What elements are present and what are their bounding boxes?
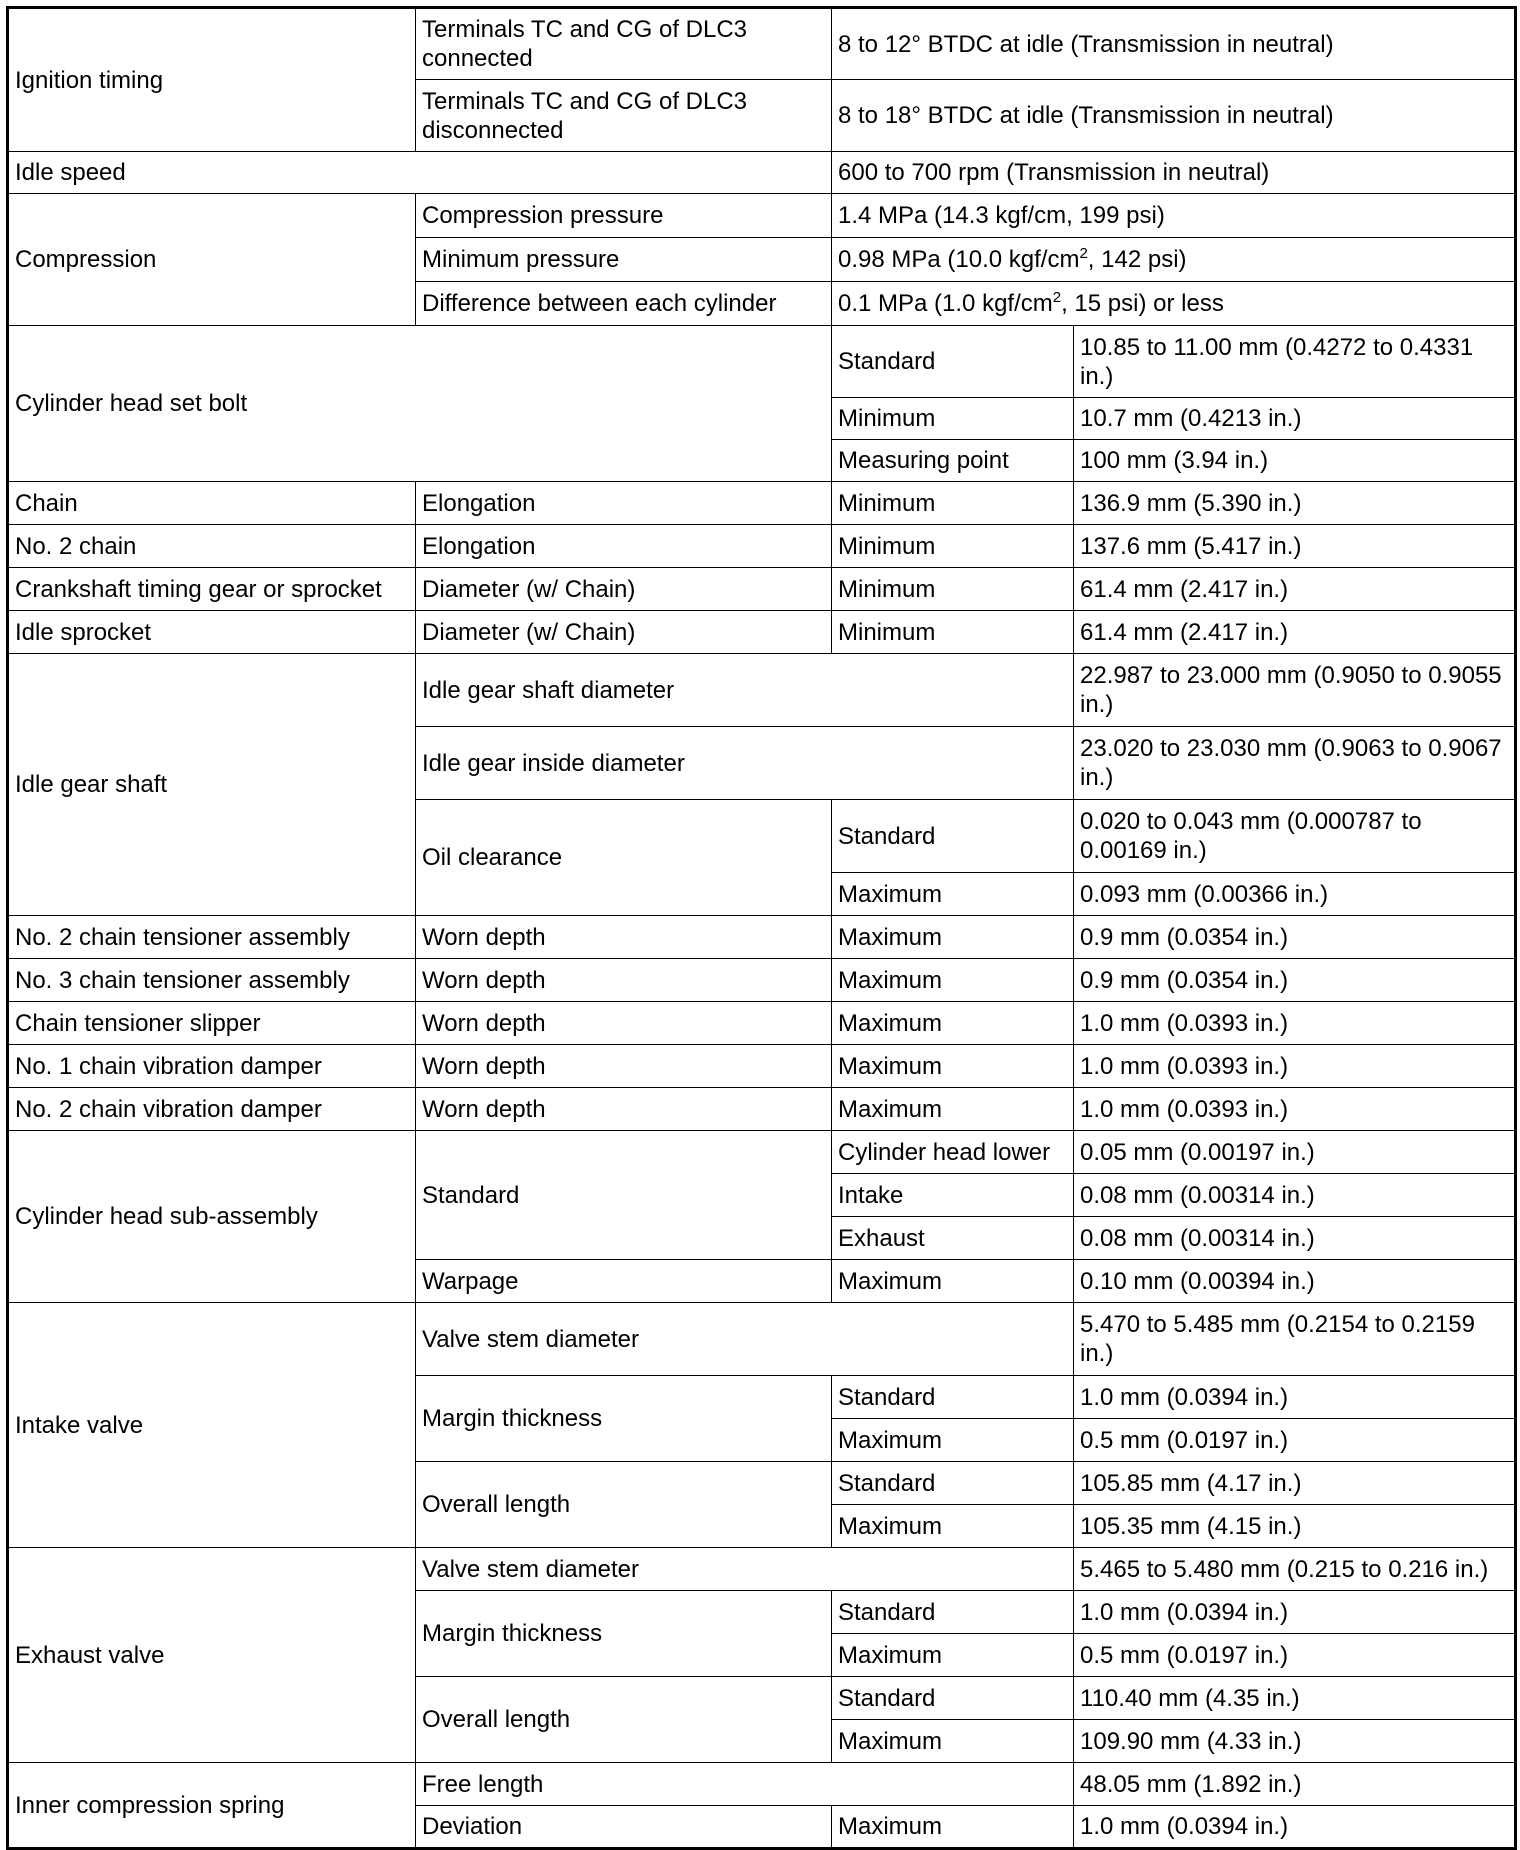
table-cell: 105.35 mm (4.15 in.) <box>1074 1505 1516 1548</box>
table-cell: No. 2 chain vibration damper <box>8 1088 416 1131</box>
table-cell: Maximum <box>832 1260 1074 1303</box>
table-cell: Standard <box>416 1131 832 1260</box>
table-cell: Worn depth <box>416 1045 832 1088</box>
table-cell: Overall length <box>416 1677 832 1763</box>
table-cell: Ignition timing <box>8 8 416 152</box>
table-cell: Oil clearance <box>416 800 832 916</box>
table-row <box>8 1088 1516 1131</box>
table-cell: Maximum <box>832 1634 1074 1677</box>
table-cell: Idle gear inside diameter <box>416 727 1074 800</box>
table-cell: Diameter (w/ Chain) <box>416 568 832 611</box>
table-cell: 10.7 mm (0.4213 in.) <box>1074 398 1516 440</box>
table-cell: Worn depth <box>416 959 832 1002</box>
table-cell: Cylinder head lower <box>832 1131 1074 1174</box>
table-row <box>8 568 1516 611</box>
table-cell: Maximum <box>832 1045 1074 1088</box>
table-cell: Minimum <box>832 568 1074 611</box>
table-cell: Exhaust <box>832 1217 1074 1260</box>
table-cell: 1.0 mm (0.0394 in.) <box>1074 1806 1516 1849</box>
superscript: 2 <box>1052 289 1062 306</box>
table-cell: 0.5 mm (0.0197 in.) <box>1074 1419 1516 1462</box>
table-cell: Elongation <box>416 525 832 568</box>
table-cell: Valve stem diameter <box>416 1548 1074 1591</box>
table-cell: Worn depth <box>416 1002 832 1045</box>
table-row <box>8 482 1516 525</box>
table-cell: 0.9 mm (0.0354 in.) <box>1074 959 1516 1002</box>
table-cell: Maximum <box>832 873 1074 916</box>
table-cell: 61.4 mm (2.417 in.) <box>1074 568 1516 611</box>
table-cell: Exhaust valve <box>8 1548 416 1763</box>
table-cell: Intake <box>832 1174 1074 1217</box>
table-cell: Minimum <box>832 398 1074 440</box>
table-cell: 0.093 mm (0.00366 in.) <box>1074 873 1516 916</box>
table-cell: 1.4 MPa (14.3 kgf/cm, 199 psi) <box>832 194 1516 238</box>
specification-table-body <box>8 8 1516 1849</box>
table-cell: Worn depth <box>416 1088 832 1131</box>
table-cell: Idle speed <box>8 152 832 194</box>
table-cell: 1.0 mm (0.0393 in.) <box>1074 1002 1516 1045</box>
table-cell: Minimum <box>832 482 1074 525</box>
table-cell: 110.40 mm (4.35 in.) <box>1074 1677 1516 1720</box>
table-cell: Idle sprocket <box>8 611 416 654</box>
table-cell: Compression <box>8 194 416 326</box>
table-cell: Margin thickness <box>416 1591 832 1677</box>
table-cell: Worn depth <box>416 916 832 959</box>
table-cell: Compression pressure <box>416 194 832 238</box>
table-cell: No. 2 chain <box>8 525 416 568</box>
table-cell: Valve stem diameter <box>416 1303 1074 1376</box>
table-row <box>8 525 1516 568</box>
table-cell: Minimum <box>832 611 1074 654</box>
table-cell: 0.10 mm (0.00394 in.) <box>1074 1260 1516 1303</box>
table-cell: 109.90 mm (4.33 in.) <box>1074 1720 1516 1763</box>
table-cell: 0.020 to 0.043 mm (0.000787 to 0.00169 in.) <box>1074 800 1516 873</box>
table-cell: Minimum <box>832 525 1074 568</box>
table-cell: Standard <box>832 800 1074 873</box>
table-cell: 1.0 mm (0.0393 in.) <box>1074 1088 1516 1131</box>
table-cell: Standard <box>832 1591 1074 1634</box>
table-cell: 0.05 mm (0.00197 in.) <box>1074 1131 1516 1174</box>
table-cell: Maximum <box>832 1806 1074 1849</box>
table-cell: Free length <box>416 1763 1074 1806</box>
table-row <box>8 654 1516 727</box>
table-cell: No. 3 chain tensioner assembly <box>8 959 416 1002</box>
table-cell: 48.05 mm (1.892 in.) <box>1074 1763 1516 1806</box>
specification-table <box>6 6 1517 1850</box>
table-cell: Cylinder head sub-assembly <box>8 1131 416 1303</box>
table-cell: Standard <box>832 1462 1074 1505</box>
table-cell: Maximum <box>832 959 1074 1002</box>
table-row <box>8 959 1516 1002</box>
table-cell: Standard <box>832 1677 1074 1720</box>
table-cell: 0.5 mm (0.0197 in.) <box>1074 1634 1516 1677</box>
table-row <box>8 916 1516 959</box>
table-cell: 0.08 mm (0.00314 in.) <box>1074 1174 1516 1217</box>
table-cell: 22.987 to 23.000 mm (0.9050 to 0.9055 in.) <box>1074 654 1516 727</box>
table-cell: Terminals TC and CG of DLC3 connected <box>416 8 832 80</box>
table-cell: Maximum <box>832 1088 1074 1131</box>
table-cell: Warpage <box>416 1260 832 1303</box>
table-cell: Maximum <box>832 1419 1074 1462</box>
table-cell: 61.4 mm (2.417 in.) <box>1074 611 1516 654</box>
table-cell: 8 to 12° BTDC at idle (Transmission in neutral) <box>832 8 1516 80</box>
table-row <box>8 152 1516 194</box>
table-cell: Difference between each cylinder <box>416 282 832 326</box>
table-cell: Intake valve <box>8 1303 416 1548</box>
table-cell: 1.0 mm (0.0393 in.) <box>1074 1045 1516 1088</box>
table-cell: Terminals TC and CG of DLC3 disconnected <box>416 80 832 152</box>
table-row <box>8 1763 1516 1806</box>
table-cell: 100 mm (3.94 in.) <box>1074 440 1516 482</box>
table-cell <box>832 238 1516 282</box>
table-cell: Standard <box>832 326 1074 398</box>
table-cell: 0.08 mm (0.00314 in.) <box>1074 1217 1516 1260</box>
table-row <box>8 1002 1516 1045</box>
table-cell: Chain tensioner slipper <box>8 1002 416 1045</box>
table-cell: 137.6 mm (5.417 in.) <box>1074 525 1516 568</box>
table-row <box>8 1548 1516 1591</box>
table-cell: Overall length <box>416 1462 832 1548</box>
table-row <box>8 194 1516 238</box>
table-cell: 10.85 to 11.00 mm (0.4272 to 0.4331 in.) <box>1074 326 1516 398</box>
table-cell: Maximum <box>832 1505 1074 1548</box>
table-cell: 136.9 mm (5.390 in.) <box>1074 482 1516 525</box>
table-cell: 5.465 to 5.480 mm (0.215 to 0.216 in.) <box>1074 1548 1516 1591</box>
superscript: 2 <box>1079 245 1088 262</box>
table-row <box>8 1131 1516 1174</box>
table-cell: Chain <box>8 482 416 525</box>
table-cell: 1.0 mm (0.0394 in.) <box>1074 1591 1516 1634</box>
cell-text: , 15 psi) or less <box>1061 290 1224 317</box>
table-row <box>8 326 1516 398</box>
table-cell: Elongation <box>416 482 832 525</box>
table-row <box>8 8 1516 80</box>
table-cell: Maximum <box>832 1002 1074 1045</box>
table-cell: 0.9 mm (0.0354 in.) <box>1074 916 1516 959</box>
table-cell: 600 to 700 rpm (Transmission in neutral) <box>832 152 1516 194</box>
table-cell: Maximum <box>832 916 1074 959</box>
table-cell: Crankshaft timing gear or sprocket <box>8 568 416 611</box>
table-cell: Measuring point <box>832 440 1074 482</box>
table-cell: Idle gear shaft diameter <box>416 654 1074 727</box>
table-cell: Maximum <box>832 1720 1074 1763</box>
table-cell: Margin thickness <box>416 1376 832 1462</box>
table-cell: 1.0 mm (0.0394 in.) <box>1074 1376 1516 1419</box>
table-cell: 5.470 to 5.485 mm (0.2154 to 0.2159 in.) <box>1074 1303 1516 1376</box>
cell-text: , 142 psi) <box>1087 246 1187 273</box>
table-cell: Minimum pressure <box>416 238 832 282</box>
table-cell: 8 to 18° BTDC at idle (Transmission in neutral) <box>832 80 1516 152</box>
table-cell: 23.020 to 23.030 mm (0.9063 to 0.9067 in.) <box>1074 727 1516 800</box>
table-cell: 105.85 mm (4.17 in.) <box>1074 1462 1516 1505</box>
table-cell: Idle gear shaft <box>8 654 416 916</box>
table-cell: Deviation <box>416 1806 832 1849</box>
table-cell: No. 1 chain vibration damper <box>8 1045 416 1088</box>
table-cell: Diameter (w/ Chain) <box>416 611 832 654</box>
cell-text: 0.98 MPa (10.0 kgf/cm <box>838 246 1080 273</box>
table-cell <box>832 282 1516 326</box>
table-cell: No. 2 chain tensioner assembly <box>8 916 416 959</box>
cell-text: 0.1 MPa (1.0 kgf/cm <box>838 290 1053 317</box>
table-row <box>8 1045 1516 1088</box>
table-cell: Inner compression spring <box>8 1763 416 1849</box>
table-cell: Standard <box>832 1376 1074 1419</box>
table-row <box>8 611 1516 654</box>
table-cell: Cylinder head set bolt <box>8 326 832 482</box>
table-row <box>8 1303 1516 1376</box>
